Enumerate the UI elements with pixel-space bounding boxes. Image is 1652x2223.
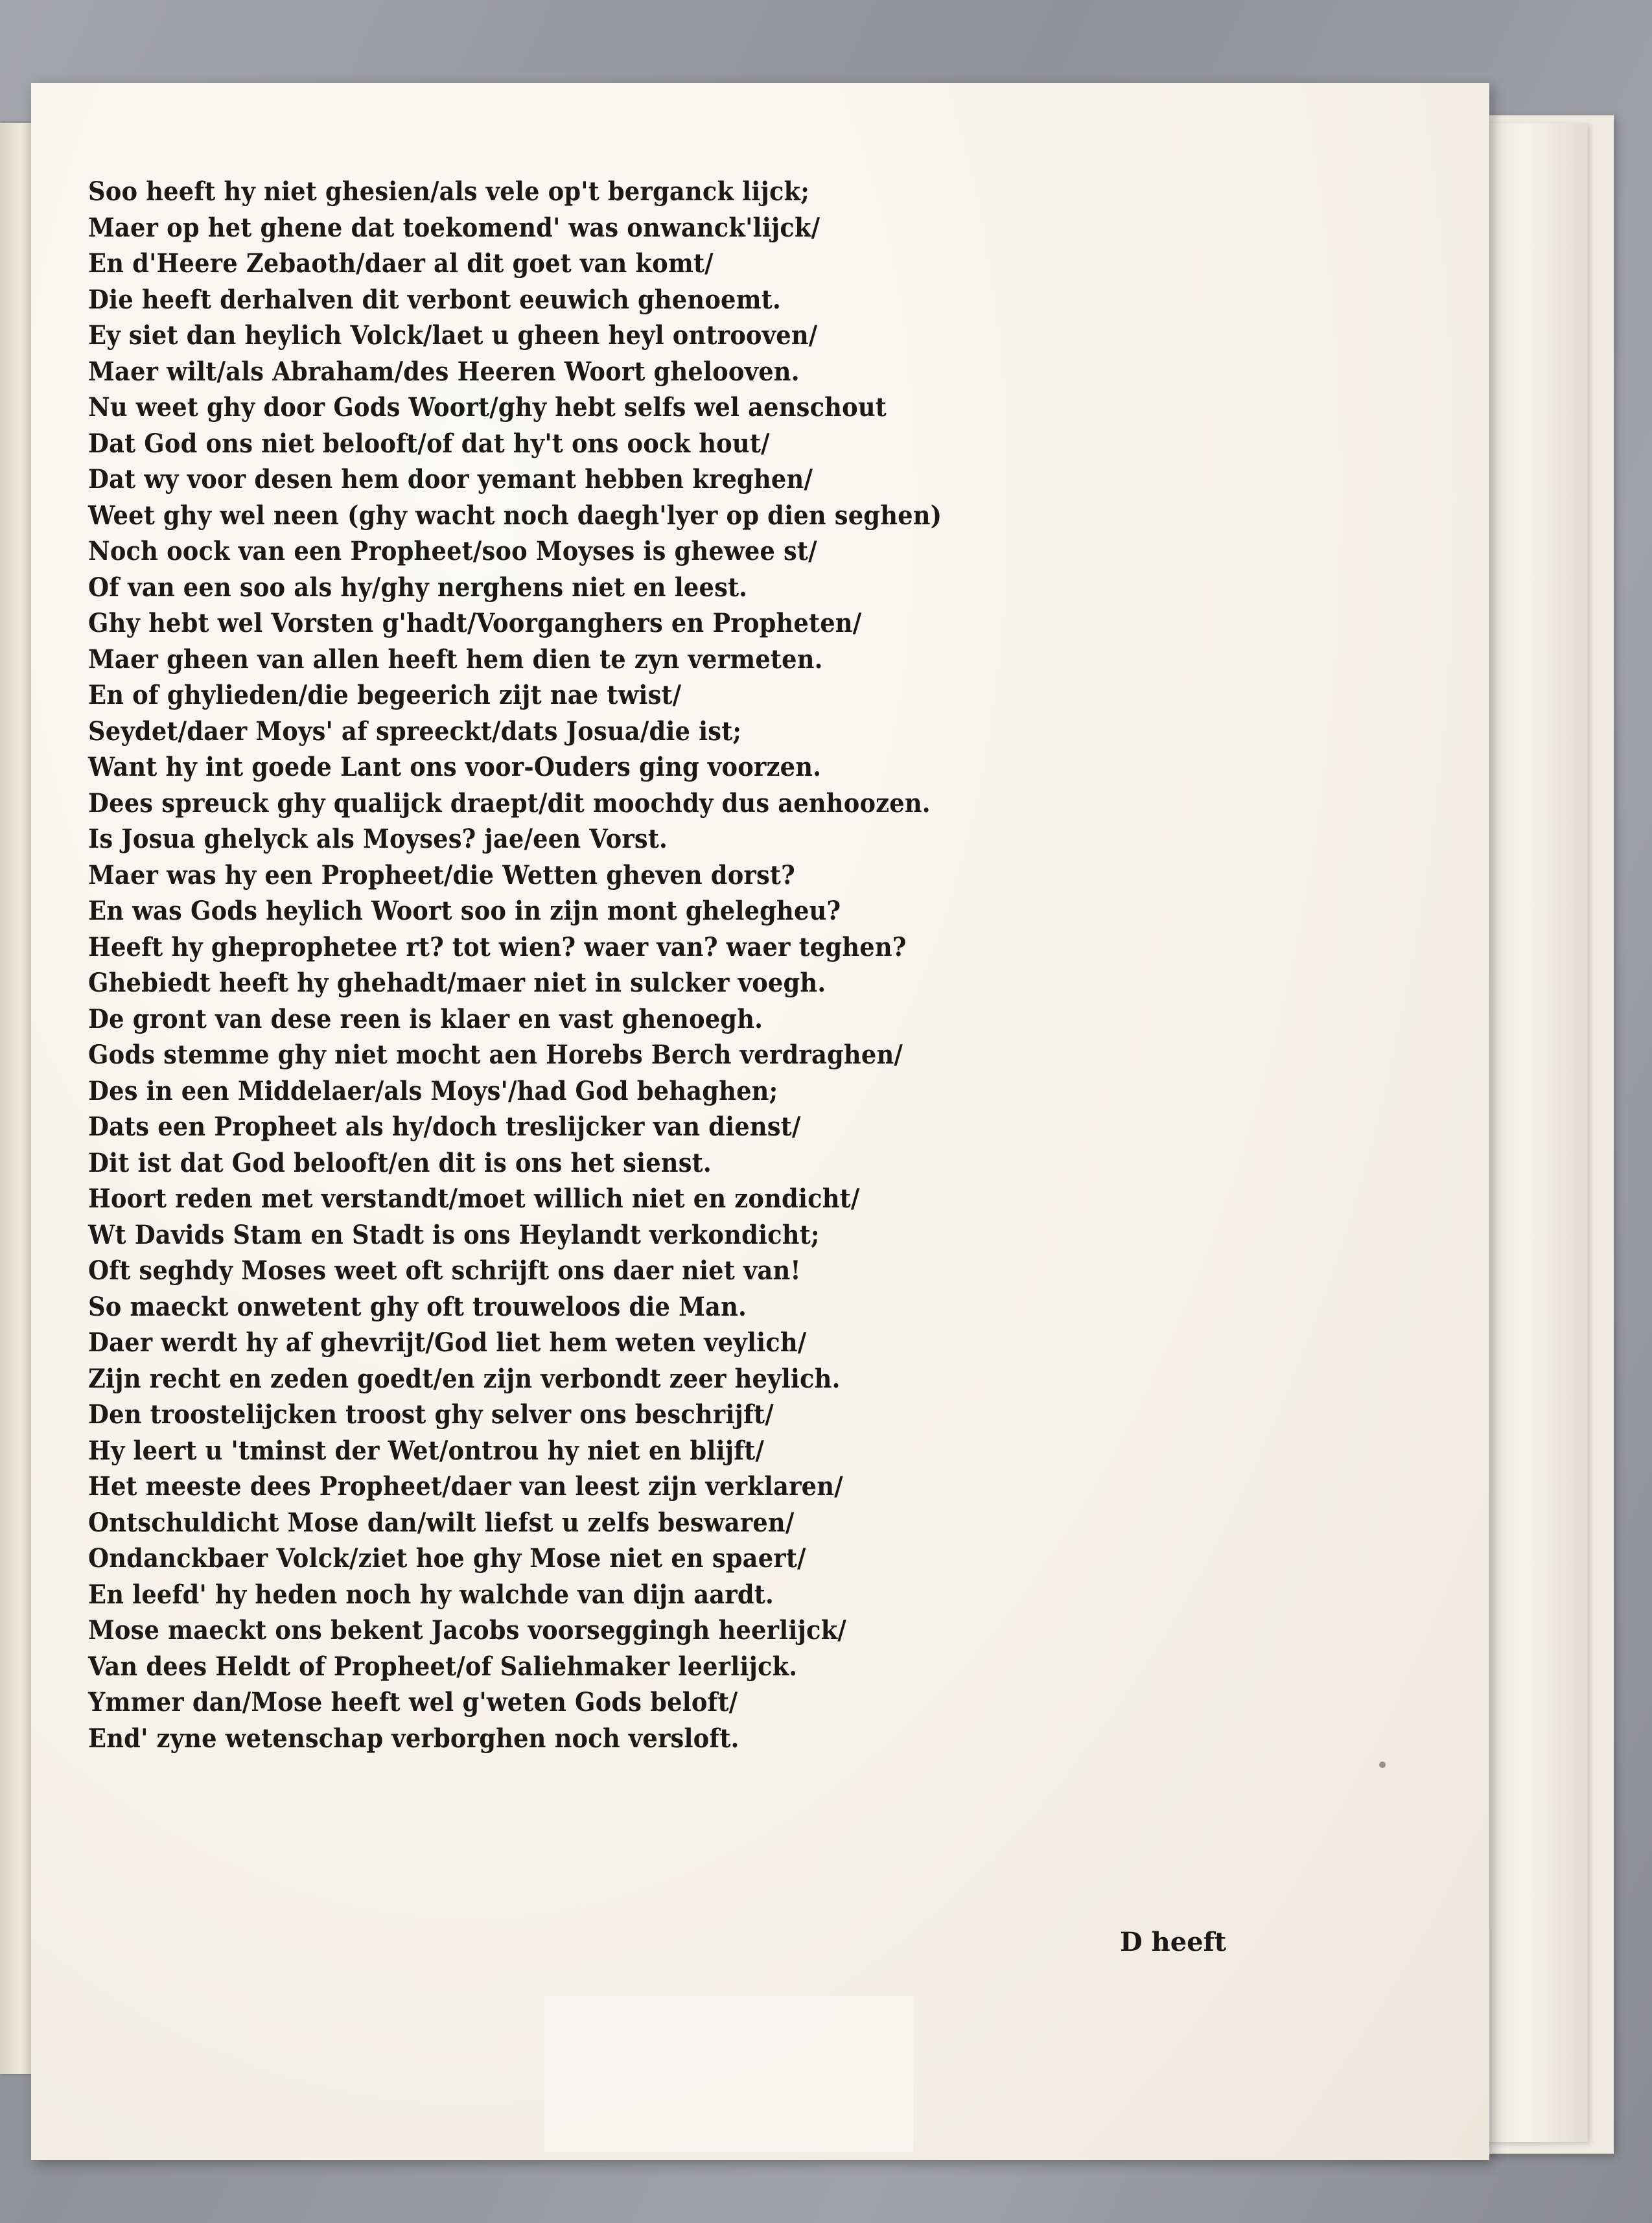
verse-text xyxy=(88,174,1307,1756)
text-line: Maer gheen van allen heeft hem dien te zyn vermeten. xyxy=(88,644,823,675)
text-line: Van dees Heldt of Propheet/of Saliehmaker leerlijck. xyxy=(88,1651,798,1682)
text-line: Daer werdt hy af ghevrijt/God liet hem weten veylich/ xyxy=(88,1327,807,1358)
text-line: Mose maeckt ons bekent Jacobs voorseggingh heerlijck/ xyxy=(88,1615,846,1646)
text-line: Soo heeft hy niet ghesien/als vele op't berganck lijck; xyxy=(88,176,809,207)
text-line: Dit ist dat God belooft/en dit is ons het sienst. xyxy=(88,1147,712,1178)
text-line: Des in een Middelaer/als Moys'/had God behaghen; xyxy=(88,1075,778,1106)
text-line: De gront van dese reen is klaer en vast ghenoegh. xyxy=(88,1003,763,1034)
text-line: Wt Davids Stam en Stadt is ons Heylandt verkondicht; xyxy=(88,1219,820,1250)
text-line: Noch oock van een Propheet/soo Moyses is ghewee st/ xyxy=(88,536,817,566)
text-line: En d'Heere Zebaoth/daer al dit goet van komt/ xyxy=(88,248,714,279)
text-line: Ghebiedt heeft hy ghehadt/maer niet in sulcker voegh. xyxy=(88,968,826,998)
text-line: Die heeft derhalven dit verbont eeuwich ghenoemt. xyxy=(88,284,781,315)
text-line: Ghy hebt wel Vorsten g'hadt/Voorganghers en Propheten/ xyxy=(88,608,862,638)
text-line: Want hy int goede Lant ons voor-Ouders ging voorzen. xyxy=(88,752,822,782)
text-line: Oft seghdy Moses weet oft schrijft ons daer niet van! xyxy=(88,1255,801,1286)
text-line: Maer op het ghene dat toekomend' was onwanck'lijck/ xyxy=(88,212,820,243)
text-line: En was Gods heylich Woort soo in zijn mont ghelegheu? xyxy=(88,896,841,926)
text-line: Ontschuldicht Mose dan/wilt liefst u zelfs beswaren/ xyxy=(88,1507,795,1538)
text-line: Gods stemme ghy niet mocht aen Horebs Berch verdraghen/ xyxy=(88,1040,903,1070)
text-line: Nu weet ghy door Gods Woort/ghy hebt selfs wel aenschout xyxy=(88,392,887,423)
text-line: Hoort reden met verstandt/moet willich niet en zondicht/ xyxy=(88,1183,860,1214)
catchword: D heeft xyxy=(1120,1927,1227,1957)
text-line: Zijn recht en zeden goedt/en zijn verbondt zeer heylich. xyxy=(88,1363,841,1394)
previous-page-edge xyxy=(0,123,34,2074)
text-line: End' zyne wetenschap verborghen noch versloft. xyxy=(88,1723,739,1754)
text-line: So maeckt onwetent ghy oft trouweloos die Man. xyxy=(88,1291,747,1322)
text-line: Den troostelijcken troost ghy selver ons beschrijft/ xyxy=(88,1399,774,1430)
text-line: Maer wilt/als Abraham/des Heeren Woort ghelooven. xyxy=(88,356,800,387)
text-line: Maer was hy een Propheet/die Wetten gheven dorst? xyxy=(88,859,795,890)
text-line: Seydet/daer Moys' af spreeckt/dats Josua/die ist; xyxy=(88,716,742,747)
text-line: Of van een soo als hy/ghy nerghens niet en leest. xyxy=(88,572,748,603)
ink-spot xyxy=(1379,1762,1386,1768)
text-line: Ymmer dan/Mose heeft wel g'weten Gods beloft/ xyxy=(88,1687,738,1717)
book-page xyxy=(31,83,1489,2160)
text-line: Ondanckbaer Volck/ziet hoe ghy Mose niet en spaert/ xyxy=(88,1543,806,1574)
text-line: Weet ghy wel neen (ghy wacht noch daegh'lyer op dien seghen) xyxy=(88,500,942,531)
text-line: Dat wy voor desen hem door yemant hebben kreghen/ xyxy=(88,464,813,495)
text-line: Hy leert u 'tminst der Wet/ontrou hy niet en blijft/ xyxy=(88,1435,765,1466)
text-line: Dats een Propheet als hy/doch treslijcker van dienst/ xyxy=(88,1112,801,1142)
text-line: Heeft hy gheprophetee rt? tot wien? waer van? waer teghen? xyxy=(88,931,907,962)
text-line: En leefd' hy heden noch hy walchde van dijn aardt. xyxy=(88,1579,774,1610)
text-line: Dat God ons niet belooft/of dat hy't ons oock hout/ xyxy=(88,428,770,459)
paper-patch xyxy=(544,1996,914,2152)
text-line: Dees spreuck ghy qualijck draept/dit moochdy dus aenhoozen. xyxy=(88,787,931,819)
text-line: Is Josua ghelyck als Moyses? jae/een Vorst. xyxy=(88,824,668,854)
text-line: Ey siet dan heylich Volck/laet u gheen heyl ontrooven/ xyxy=(88,320,818,351)
text-line: Het meeste dees Propheet/daer van leest zijn verklaren/ xyxy=(88,1471,843,1502)
text-line: En of ghylieden/die begeerich zijt nae twist/ xyxy=(88,680,682,710)
